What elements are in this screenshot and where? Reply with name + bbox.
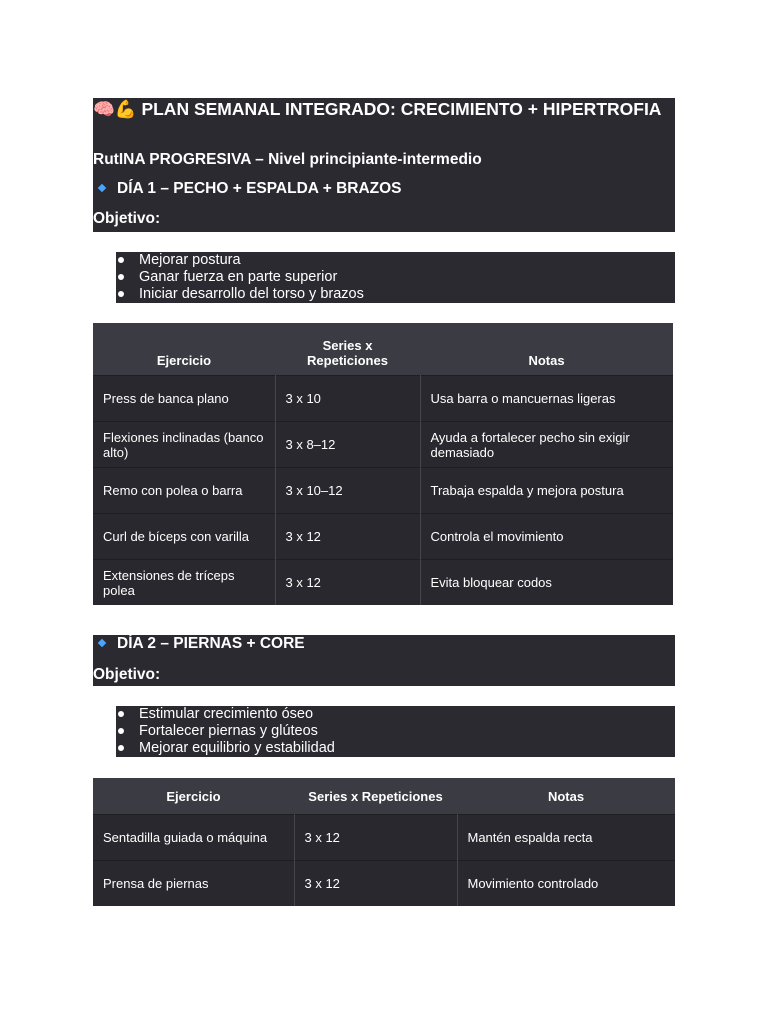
cell-notes: Ayuda a fortalecer pecho sin exigir demasiado (420, 422, 673, 468)
cell-notes: Usa barra o mancuernas ligeras (420, 376, 673, 422)
cell-exercise: Flexiones inclinadas (banco alto) (93, 422, 275, 468)
cell-sets-reps: 3 x 12 (294, 861, 457, 907)
cell-notes: Controla el movimiento (420, 514, 673, 560)
cell-sets-reps: 3 x 12 (275, 514, 420, 560)
list-item: Ganar fuerza en parte superior (116, 269, 675, 286)
table-row (93, 861, 675, 907)
day-2-header (93, 635, 675, 686)
cell-exercise: Extensiones de tríceps polea (93, 560, 275, 606)
cell-sets-reps: 3 x 12 (275, 560, 420, 606)
diamond-bullet-icon (98, 639, 106, 647)
diamond-bullet-icon (98, 184, 106, 192)
page-subtitle: RutINA PROGRESIVA – Nivel principiante-intermedio (93, 151, 482, 168)
day-2-objectives (116, 706, 675, 757)
day-1-heading (99, 180, 402, 198)
cell-exercise: Curl de bíceps con varilla (93, 514, 275, 560)
cell-sets-reps: 3 x 10–12 (275, 468, 420, 514)
day-1-objectives (116, 252, 675, 303)
cell-exercise: Prensa de piernas (93, 861, 294, 907)
cell-notes: Evita bloquear codos (420, 560, 673, 606)
cell-notes: Movimiento controlado (457, 861, 675, 907)
cell-exercise: Remo con polea o barra (93, 468, 275, 514)
cell-sets-reps: 3 x 10 (275, 376, 420, 422)
column-header-notes: Notas (420, 323, 673, 376)
list-item: Estimular crecimiento óseo (116, 706, 675, 723)
column-header-sets-reps: Series x Repeticiones (275, 323, 420, 376)
column-header-notes: Notas (457, 778, 675, 815)
table-row (93, 514, 673, 560)
cell-exercise: Sentadilla guiada o máquina (93, 815, 294, 861)
cell-notes: Trabaja espalda y mejora postura (420, 468, 673, 514)
table-row (93, 376, 673, 422)
cell-notes: Mantén espalda recta (457, 815, 675, 861)
list-item: Fortalecer piernas y glúteos (116, 723, 675, 740)
list-item: Mejorar equilibrio y estabilidad (116, 740, 675, 757)
list-item: Mejorar postura (116, 252, 675, 269)
day-2-objective-label: Objetivo: (93, 666, 161, 683)
list-item: Iniciar desarrollo del torso y brazos (116, 286, 675, 303)
plan-header (93, 98, 675, 232)
table-row (93, 815, 675, 861)
day-1-heading-text: DÍA 1 – PECHO + ESPALDA + BRAZOS (117, 180, 402, 197)
column-header-exercise: Ejercicio (93, 323, 275, 376)
column-header-sets-reps: Series x Repeticiones (294, 778, 457, 815)
table-row (93, 560, 673, 606)
day-2-heading-text: DÍA 2 – PIERNAS + CORE (117, 635, 305, 652)
table-row (93, 468, 673, 514)
day-1-objective-label: Objetivo: (93, 210, 161, 227)
day-2-heading (99, 635, 305, 653)
day-2-exercise-table (93, 778, 675, 906)
cell-sets-reps: 3 x 12 (294, 815, 457, 861)
day-1-exercise-table (93, 323, 673, 605)
cell-exercise: Press de banca plano (93, 376, 275, 422)
page-title: 🧠💪 PLAN SEMANAL INTEGRADO: CRECIMIENTO + HIPERTROFIA (93, 99, 662, 119)
table-row (93, 422, 673, 468)
cell-sets-reps: 3 x 8–12 (275, 422, 420, 468)
column-header-exercise: Ejercicio (93, 778, 294, 815)
